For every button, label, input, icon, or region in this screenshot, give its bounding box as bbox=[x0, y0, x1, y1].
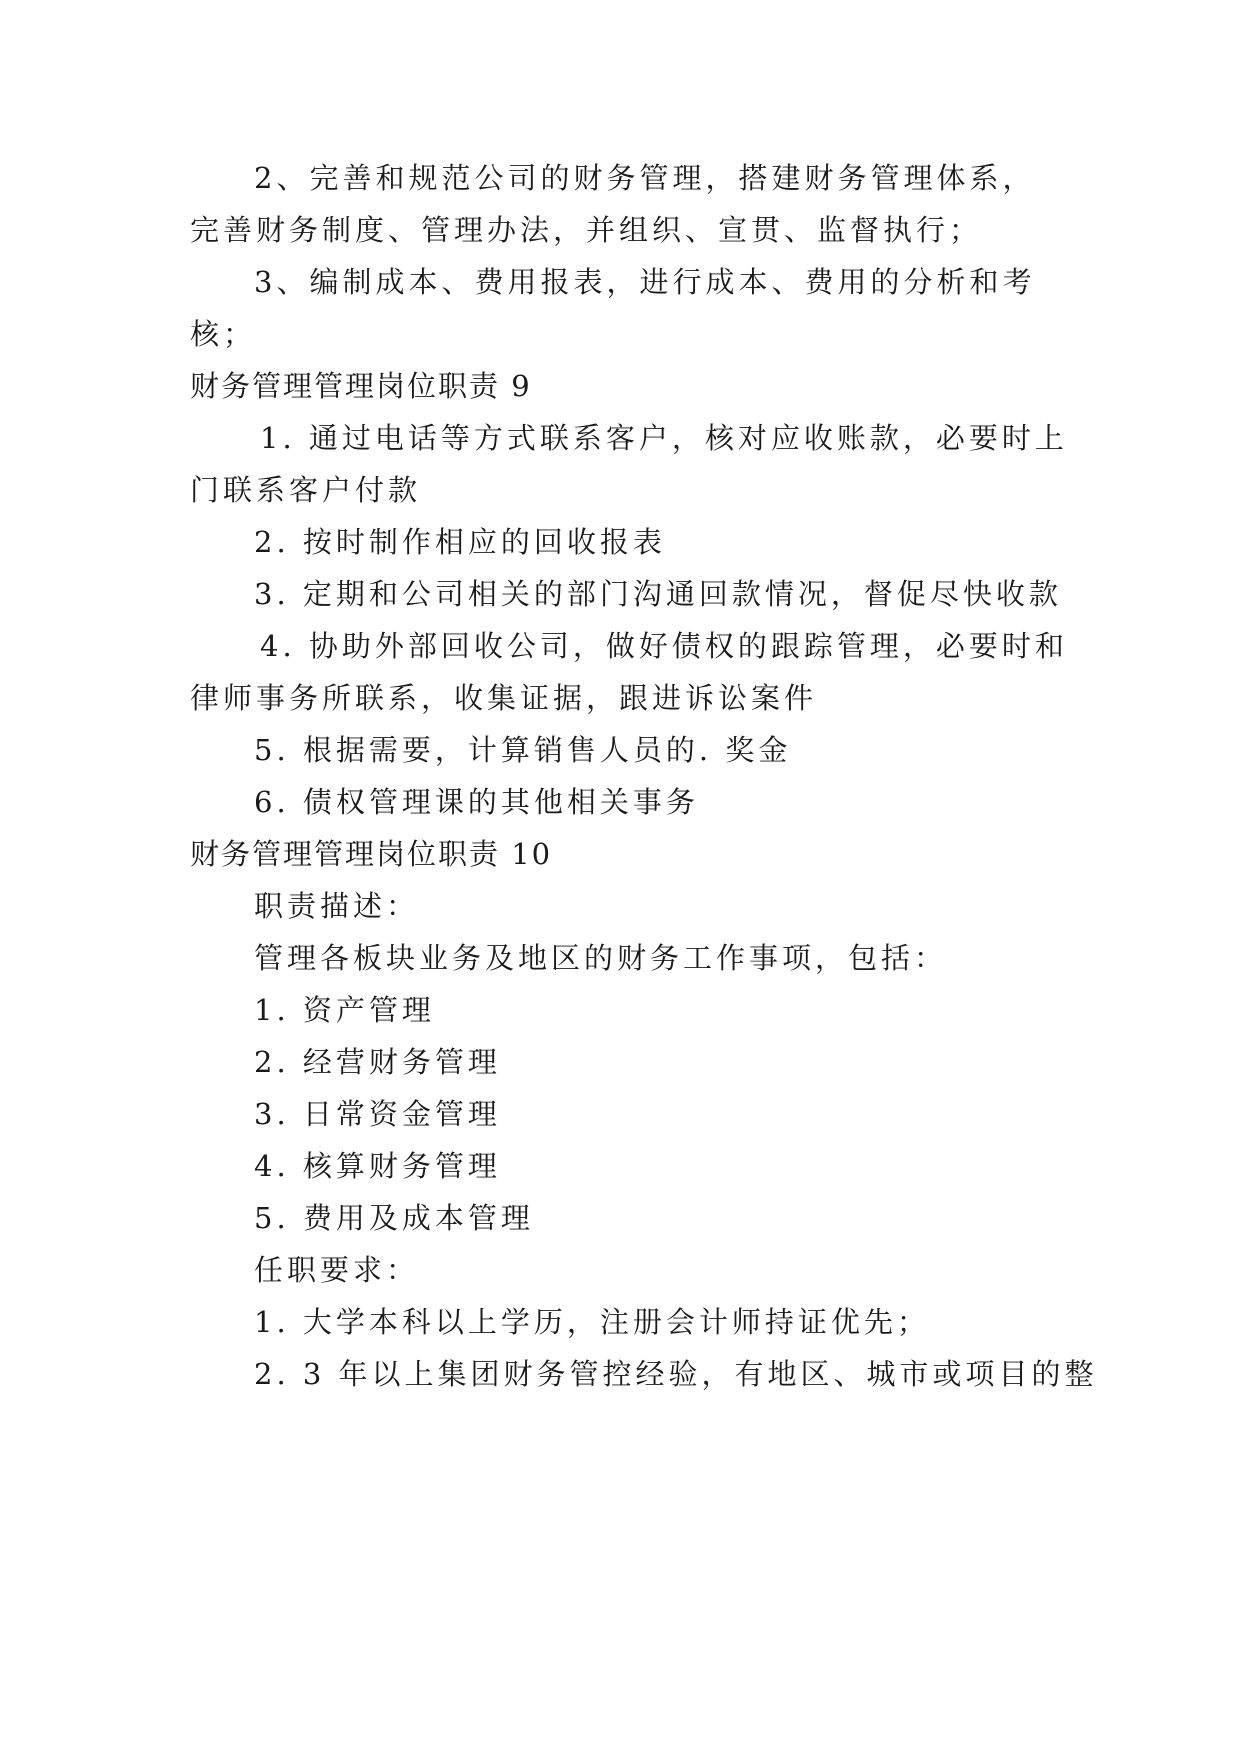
paragraph-line: 职责描述： bbox=[254, 889, 420, 923]
list-item: 1. 资产管理 bbox=[254, 993, 435, 1027]
list-item: 2. 经营财务管理 bbox=[254, 1045, 501, 1079]
paragraph-line: 完善财务制度、管理办法，并组织、宣贯、监督执行； bbox=[190, 213, 983, 247]
list-item: 4. 核算财务管理 bbox=[254, 1149, 501, 1183]
paragraph-line: 3. 定期和公司相关的部门沟通回款情况，督促尽快收款 bbox=[254, 577, 1062, 611]
paragraph-line: 4. 协助外部回收公司，做好债权的跟踪管理，必要时和 bbox=[260, 629, 1068, 663]
paragraph-line: 任职要求： bbox=[254, 1253, 420, 1287]
list-item: 2. 3 年以上集团财务管控经验，有地区、城市或项目的整 bbox=[254, 1357, 1098, 1391]
paragraph-line: 2. 按时制作相应的回收报表 bbox=[254, 525, 666, 559]
paragraph-line: 律师事务所联系，收集证据，跟进诉讼案件 bbox=[190, 681, 818, 715]
paragraph-line: 1. 通过电话等方式联系客户，核对应收账款，必要时上 bbox=[260, 421, 1068, 455]
list-item: 3. 日常资金管理 bbox=[254, 1097, 501, 1131]
section-heading: 财务管理管理岗位职责 9 bbox=[190, 369, 532, 403]
paragraph-line: 6. 债权管理课的其他相关事务 bbox=[254, 785, 699, 819]
paragraph-line: 核； bbox=[190, 317, 257, 351]
list-item: 1. 大学本科以上学历，注册会计师持证优先； bbox=[254, 1305, 930, 1339]
paragraph-line: 2、完善和规范公司的财务管理，搭建财务管理体系， bbox=[254, 161, 1036, 195]
paragraph-line: 管理各板块业务及地区的财务工作事项，包括： bbox=[254, 941, 948, 975]
list-item: 5. 费用及成本管理 bbox=[254, 1201, 534, 1235]
paragraph-line: 门联系客户付款 bbox=[190, 473, 422, 507]
paragraph-line: 3、编制成本、费用报表，进行成本、费用的分析和考 bbox=[254, 265, 1036, 299]
section-heading: 财务管理管理岗位职责 10 bbox=[190, 837, 553, 871]
paragraph-line: 5. 根据需要，计算销售人员的. 奖金 bbox=[254, 733, 792, 767]
